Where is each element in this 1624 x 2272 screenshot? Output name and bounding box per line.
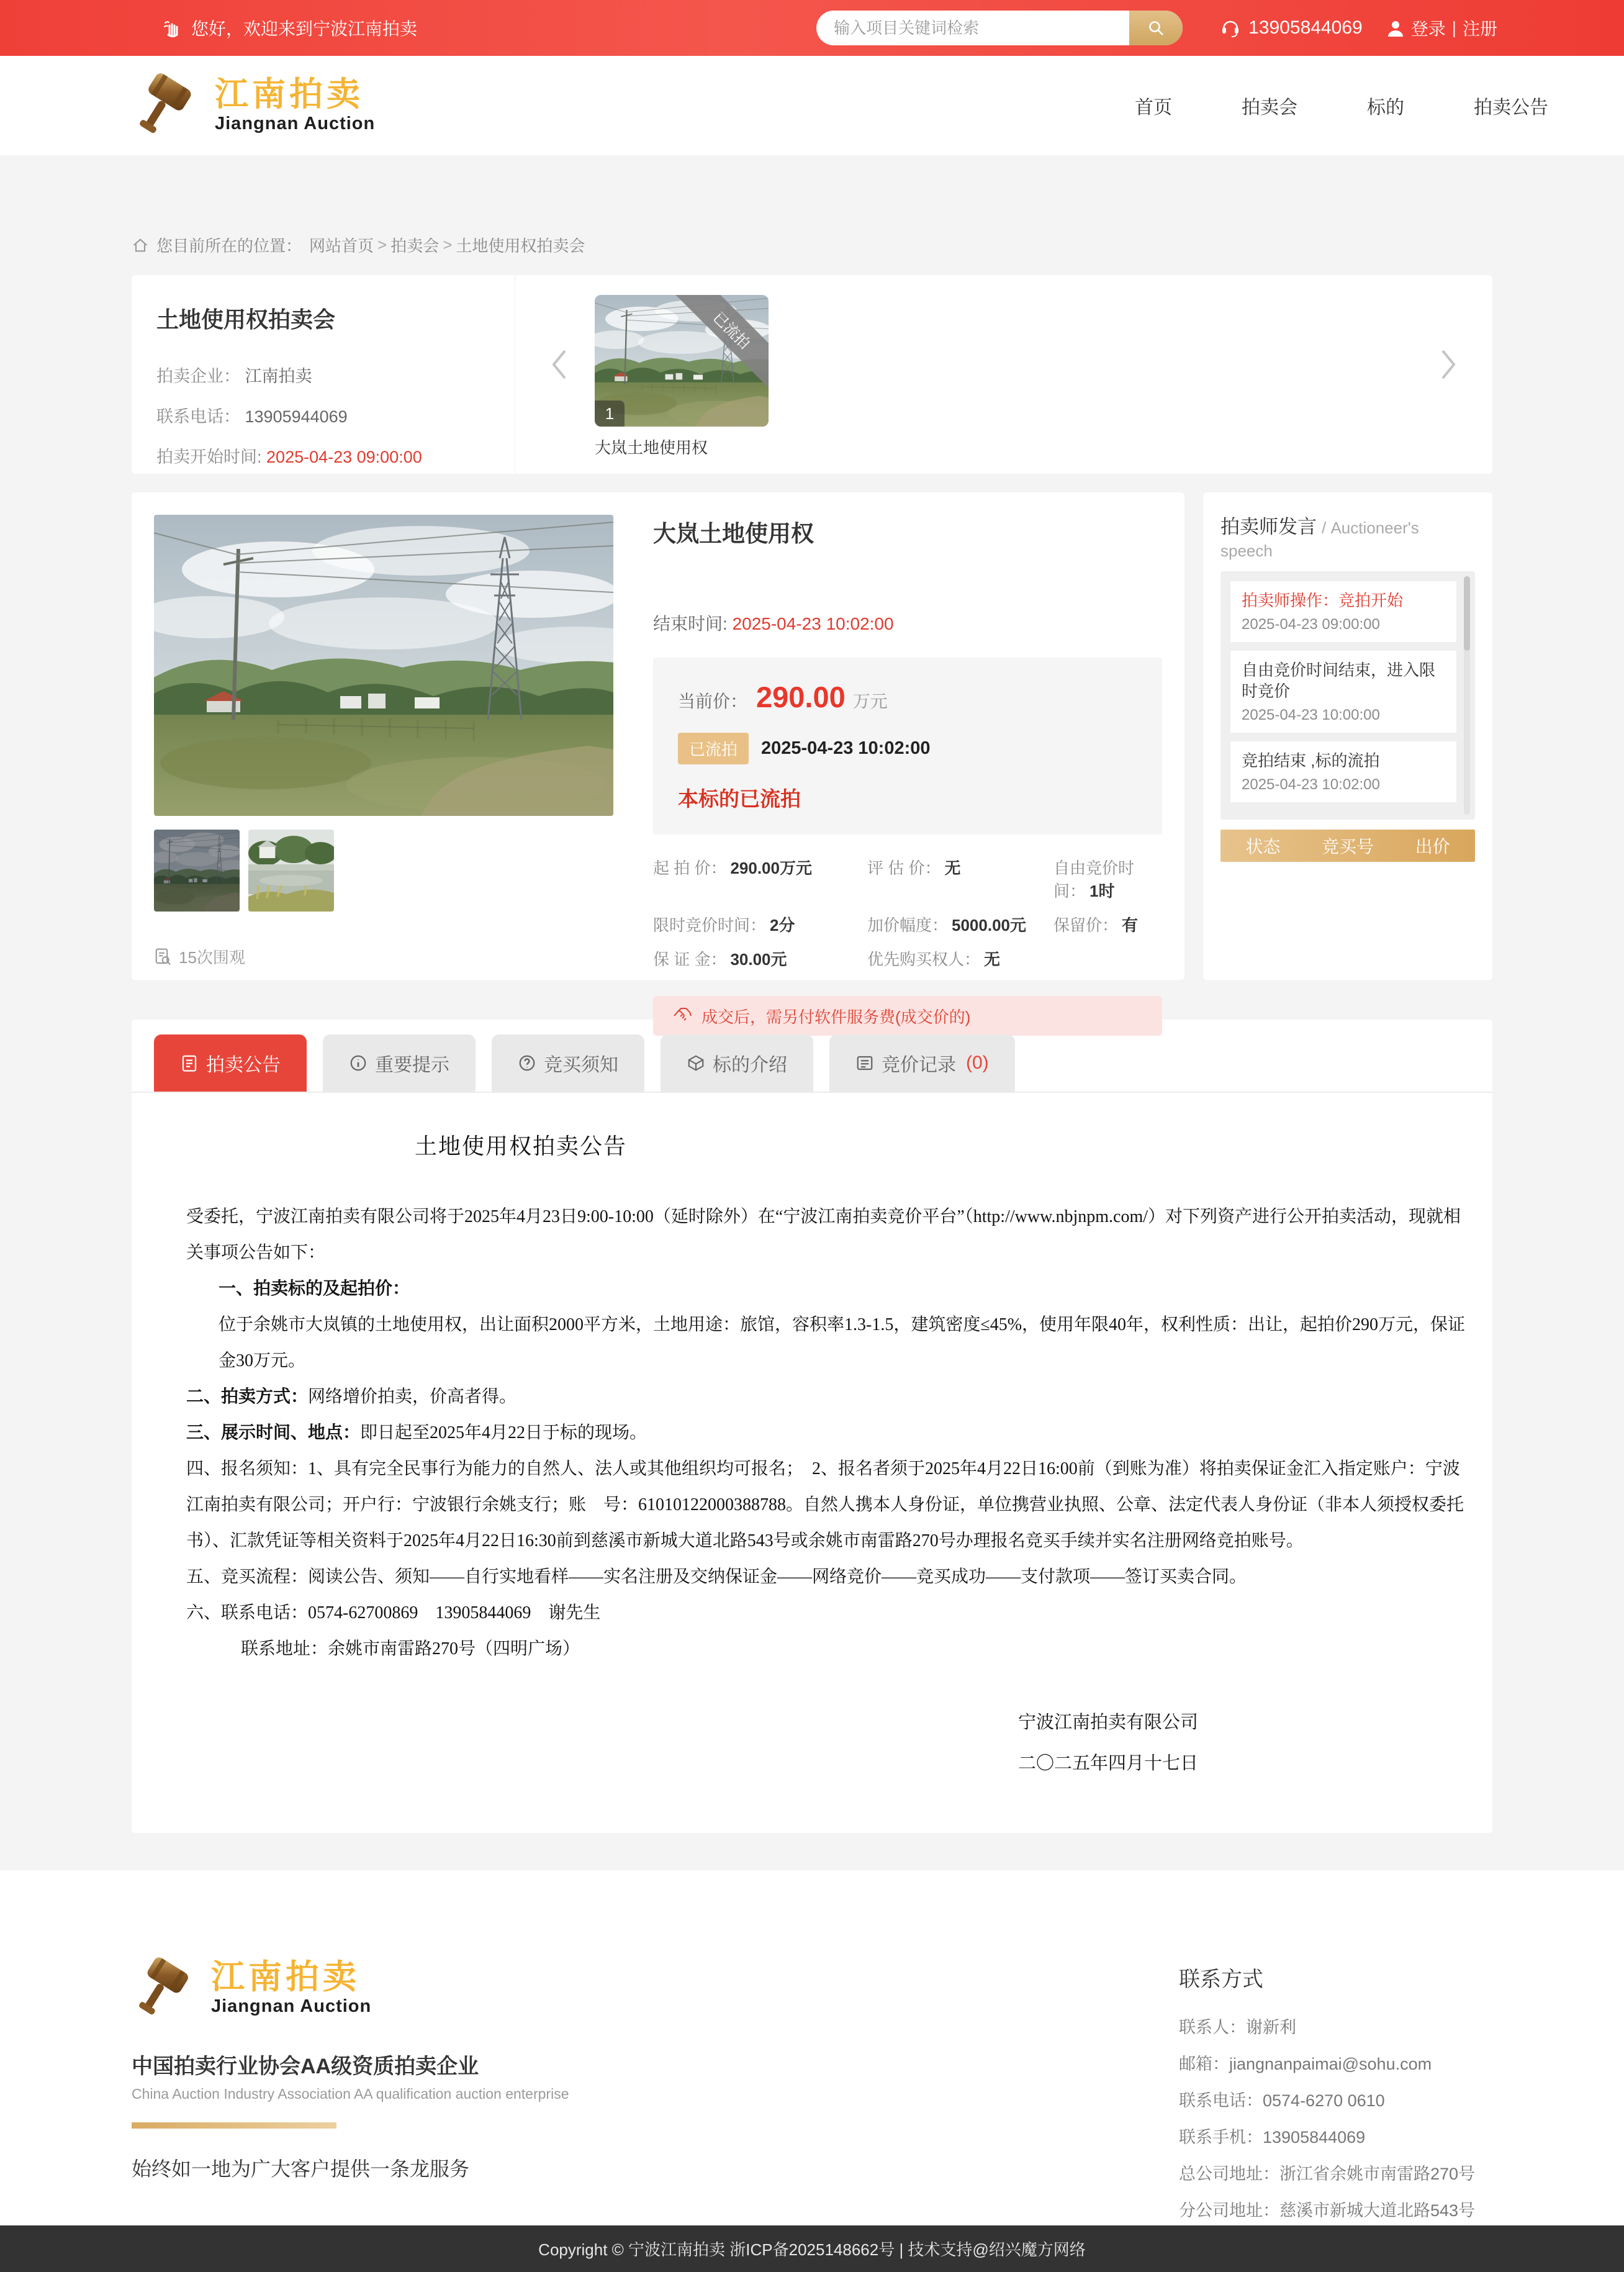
scrollbar-track <box>1464 576 1470 815</box>
current-price-label: 当前价： <box>678 692 748 711</box>
service-phone <box>1220 17 1363 38</box>
breadcrumb-item-1[interactable]: 拍卖会 <box>390 237 440 255</box>
bid-col-2: 出价 <box>1415 837 1450 856</box>
wave-hand-icon <box>163 18 183 38</box>
lot-fields-grid <box>653 856 1162 970</box>
site-header <box>0 56 1624 155</box>
current-price-unit: 万元 <box>852 692 888 711</box>
lot-detail-card <box>132 492 1184 1026</box>
auction-info-row-2: 拍卖开始时间: 2025-04-23 09:00:00 <box>156 448 422 466</box>
main-nav <box>1135 92 1548 119</box>
carousel-caption[interactable]: 大岚土地使用权 <box>595 438 708 457</box>
end-time-value: 2025-04-23 10:02:00 <box>732 614 894 633</box>
lot-field-3: 限时竞价时间： 2分 <box>653 916 795 935</box>
carousel-prev-button[interactable] <box>550 348 567 382</box>
bid-table-header <box>1220 830 1475 862</box>
announcement-paragraph-8: 联系地址：余姚市南雷路270号（四明广场） <box>241 1639 580 1659</box>
auctioneer-panel <box>1203 492 1492 980</box>
announcement-paragraph-6: 五、竞买流程：阅读公告、须知——自行实地看样——实名注册及交纳保证金——网络竞价——竞买成功——支付款项——签订买卖合同。 <box>186 1567 1247 1586</box>
service-phone-number: 13905844069 <box>1248 17 1363 38</box>
footer-tagline: 始终如一地为广大客户提供一条龙服务 <box>132 2158 470 2180</box>
signature-date: 二〇二五年四月十七日 <box>1017 1754 1198 1773</box>
lot-icon <box>687 1054 705 1072</box>
announcement-signature <box>154 1702 1470 1784</box>
welcome-message <box>163 16 417 40</box>
announcement <box>132 1093 1492 1784</box>
detail-tabs-card <box>132 1020 1492 1833</box>
status-badge: 已流拍 <box>678 733 749 764</box>
breadcrumb-separator: > <box>443 235 453 254</box>
lot-photo-thumbnails <box>154 830 613 912</box>
speech-item-1: 自由竞价时间结束，进入限时竞价 2025-04-23 10:00:00 <box>1230 651 1456 733</box>
announcement-paragraph-7: 六、联系电话：0574-62700869 13905844069 谢先生 <box>186 1603 601 1623</box>
footer-gavel-icon <box>132 1956 201 2021</box>
home-icon <box>132 237 149 254</box>
contact-line-1: 邮箱：jiangnanpaimai@sohu.com <box>1179 2055 1432 2073</box>
footer <box>0 1870 1624 2225</box>
photo-thumbnail-1[interactable] <box>154 830 240 912</box>
lot-title: 大岚土地使用权 <box>653 521 814 546</box>
contact-lines <box>1179 2014 1492 2221</box>
copyright-text: Copyright © 宁波江南拍卖 浙ICP备2025148662号 | 技术支持@绍兴魔方网络 <box>538 2240 1086 2259</box>
gavel-logo-icon <box>132 72 205 139</box>
nav-item-0[interactable]: 首页 <box>1135 97 1172 118</box>
lot-carousel <box>515 275 1492 474</box>
speech-list <box>1220 571 1475 820</box>
login-link[interactable]: 登录 <box>1410 19 1446 38</box>
announcement-body <box>154 1199 1470 1667</box>
headset-icon <box>1220 17 1241 38</box>
breadcrumb-prefix: 您目前所在的位置： <box>156 237 302 255</box>
speech-item-2: 竞拍结束 ,标的流拍 2025-04-23 10:02:00 <box>1230 741 1456 802</box>
carousel-next-button[interactable] <box>1440 348 1458 382</box>
search-icon <box>1147 19 1165 37</box>
contact-line-4: 总公司地址：浙江省余姚市南雷路270号 <box>1179 2165 1476 2183</box>
contact-line-0: 联系人：谢新利 <box>1179 2018 1296 2037</box>
record-icon <box>855 1054 874 1072</box>
contact-line-5: 分公司地址：慈溪市新城大道北路543号 <box>1179 2201 1476 2220</box>
carousel-lot-thumbnail[interactable] <box>595 295 769 427</box>
announcement-paragraph-2: 位于余姚市大岚镇的土地使用权，出让面积2000平方米，土地用途：旅馆，容积率1.3-1.5，建筑密度≤45%，使用年限40年，权利性质：出让，起拍价290万元，保证金30万元。 <box>219 1315 1466 1370</box>
tab-4[interactable]: 竞价记录 (0) <box>829 1034 1015 1092</box>
nav-item-3[interactable]: 拍卖公告 <box>1474 97 1548 118</box>
views-icon <box>154 948 173 966</box>
current-price-value: 290.00 <box>756 681 846 713</box>
tab-2[interactable]: 竞买须知 <box>492 1034 644 1092</box>
register-link[interactable]: 注册 <box>1462 19 1497 38</box>
view-count: 15次围观 <box>154 945 613 968</box>
lot-field-5: 保留价： 有 <box>1053 916 1139 935</box>
question-icon <box>518 1054 536 1072</box>
bid-col-1: 竞买号 <box>1322 837 1374 856</box>
announcement-title: 土地使用权拍卖公告 <box>415 1134 628 1159</box>
lot-field-1: 评 估 价： 无 <box>867 859 961 877</box>
signature-company: 宁波江南拍卖有限公司 <box>1017 1713 1198 1732</box>
auction-info-row-1: 联系电话： 13905944069 <box>156 407 348 426</box>
lot-field-2: 自由竞价时间： 1时 <box>1053 859 1135 900</box>
nav-item-2[interactable]: 标的 <box>1367 97 1404 118</box>
footer-contact <box>1179 1956 1492 2234</box>
speech-item-0: 拍卖师操作：竞拍开始 2025-04-23 09:00:00 <box>1230 581 1456 642</box>
search-box <box>816 11 1183 45</box>
lot-field-4: 加价幅度： 5000.00元 <box>867 916 1026 935</box>
contact-line-2: 联系电话：0574-6270 0610 <box>1179 2091 1385 2110</box>
nav-item-1[interactable]: 拍卖会 <box>1242 97 1297 118</box>
status-note: 本标的已流拍 <box>678 787 801 810</box>
announcement-paragraph-3: 二、拍卖方式：网络增价拍卖，价高者得。 <box>186 1387 517 1406</box>
carousel-index-badge: 1 <box>595 401 625 427</box>
footer-slogan-en: China Auction Industry Association AA qualification auction enterprise <box>132 2086 569 2102</box>
announcement-paragraph-0: 受委托，宁波江南拍卖有限公司将于2025年4月23日9:00-10:00（延时除外）在“宁波江南拍卖竞价平台”（http://www.nbjnpm.com/）对下列资产进行公开拍卖活动，现就相关事项公告如下： <box>186 1207 1461 1262</box>
lot-main-photo[interactable] <box>154 515 613 816</box>
status-ribbon: 已流拍 <box>675 295 769 388</box>
bid-col-0: 状态 <box>1245 837 1281 856</box>
announcement-paragraph-1: 一、拍卖标的及起拍价： <box>219 1279 410 1298</box>
tab-0[interactable]: 拍卖公告 <box>154 1034 307 1092</box>
breadcrumb-item-0[interactable]: 网站首页 <box>309 237 374 255</box>
search-input[interactable] <box>816 11 1129 45</box>
welcome-text: 您好，欢迎来到宁波江南拍卖 <box>191 19 418 38</box>
tab-3[interactable]: 标的介绍 <box>661 1034 813 1092</box>
breadcrumb-item-2: 土地使用权拍卖会 <box>456 237 585 255</box>
footer-divider <box>132 2122 336 2129</box>
contact-line-3: 联系手机：13905844069 <box>1179 2128 1366 2147</box>
footer-logo-en: Jiangnan Auction <box>211 1996 372 2016</box>
breadcrumb-separator: > <box>377 235 387 254</box>
auction-title: 土地使用权拍卖会 <box>156 307 336 332</box>
auction-info-rows <box>156 363 490 468</box>
announcement-paragraph-4: 三、展示时间、地点：即日起至2025年4月22日于标的现场。 <box>186 1423 647 1442</box>
fee-notice: 成交后，需另付软件服务费(成交价的) <box>653 996 1162 1036</box>
search-button[interactable] <box>1129 11 1183 45</box>
breadcrumb-items <box>309 233 585 256</box>
logo-en: Jiangnan Auction <box>215 113 376 134</box>
auction-info-row-0: 拍卖企业： 江南拍卖 <box>156 367 312 386</box>
status-time: 2025-04-23 10:02:00 <box>761 738 931 758</box>
contact-title: 联系方式 <box>1179 1968 1263 1991</box>
price-box <box>653 658 1162 835</box>
lot-field-6: 保 证 金： 30.00元 <box>653 950 787 969</box>
footer-slogan-cn: 中国拍卖行业协会AA级资质拍卖企业 <box>132 2055 479 2078</box>
footer-brand <box>132 1956 569 2234</box>
breadcrumb <box>132 155 1492 256</box>
lot-field-7: 优先购买权人： 无 <box>867 950 1001 969</box>
login-separator: | <box>1451 18 1456 37</box>
auction-summary-card <box>132 275 1492 474</box>
logo-cn: 江南拍卖 <box>215 75 364 113</box>
end-time-row <box>653 610 1162 635</box>
footer-logo-cn: 江南拍卖 <box>211 1958 360 1996</box>
auctioneer-title: 拍卖师发言 / Auctioneer's speech <box>1220 516 1419 560</box>
announcement-paragraph-5: 四、报名须知：1、具有完全民事行为能力的自然人、法人或其他组织均可报名； 2、报名者须于2025年4月22日16:00前（到账为准）将拍卖保证金汇入指定账户：宁波江南拍卖有限公司；开户行：宁波银行余姚支行；账 号：61010122000388788。自然人携本人身份证，单位携营业执照、公章、法定代表人身份证（非本人须授权委托书）、汇款凭证等相关资料于2025年4月22日16:30前到慈溪市新城大道北路543号或余姚市南雷路270号办理报名竞买手续并实名注册网络竞拍账号。 <box>186 1459 1464 1550</box>
end-time-label: 结束时间: <box>653 614 728 633</box>
handshake-icon <box>672 1005 693 1026</box>
site-logo[interactable] <box>132 72 375 139</box>
account-links <box>1386 16 1497 40</box>
auction-info <box>132 275 515 474</box>
photo-thumbnail-2[interactable] <box>248 830 334 912</box>
scrollbar-thumb[interactable] <box>1464 576 1470 651</box>
user-icon <box>1386 19 1405 37</box>
info-icon <box>349 1054 368 1072</box>
tab-1[interactable]: 重要提示 <box>323 1034 476 1092</box>
lot-field-0: 起 拍 价： 290.00万元 <box>653 859 812 877</box>
announcement-icon <box>180 1054 199 1072</box>
topbar <box>0 0 1624 56</box>
